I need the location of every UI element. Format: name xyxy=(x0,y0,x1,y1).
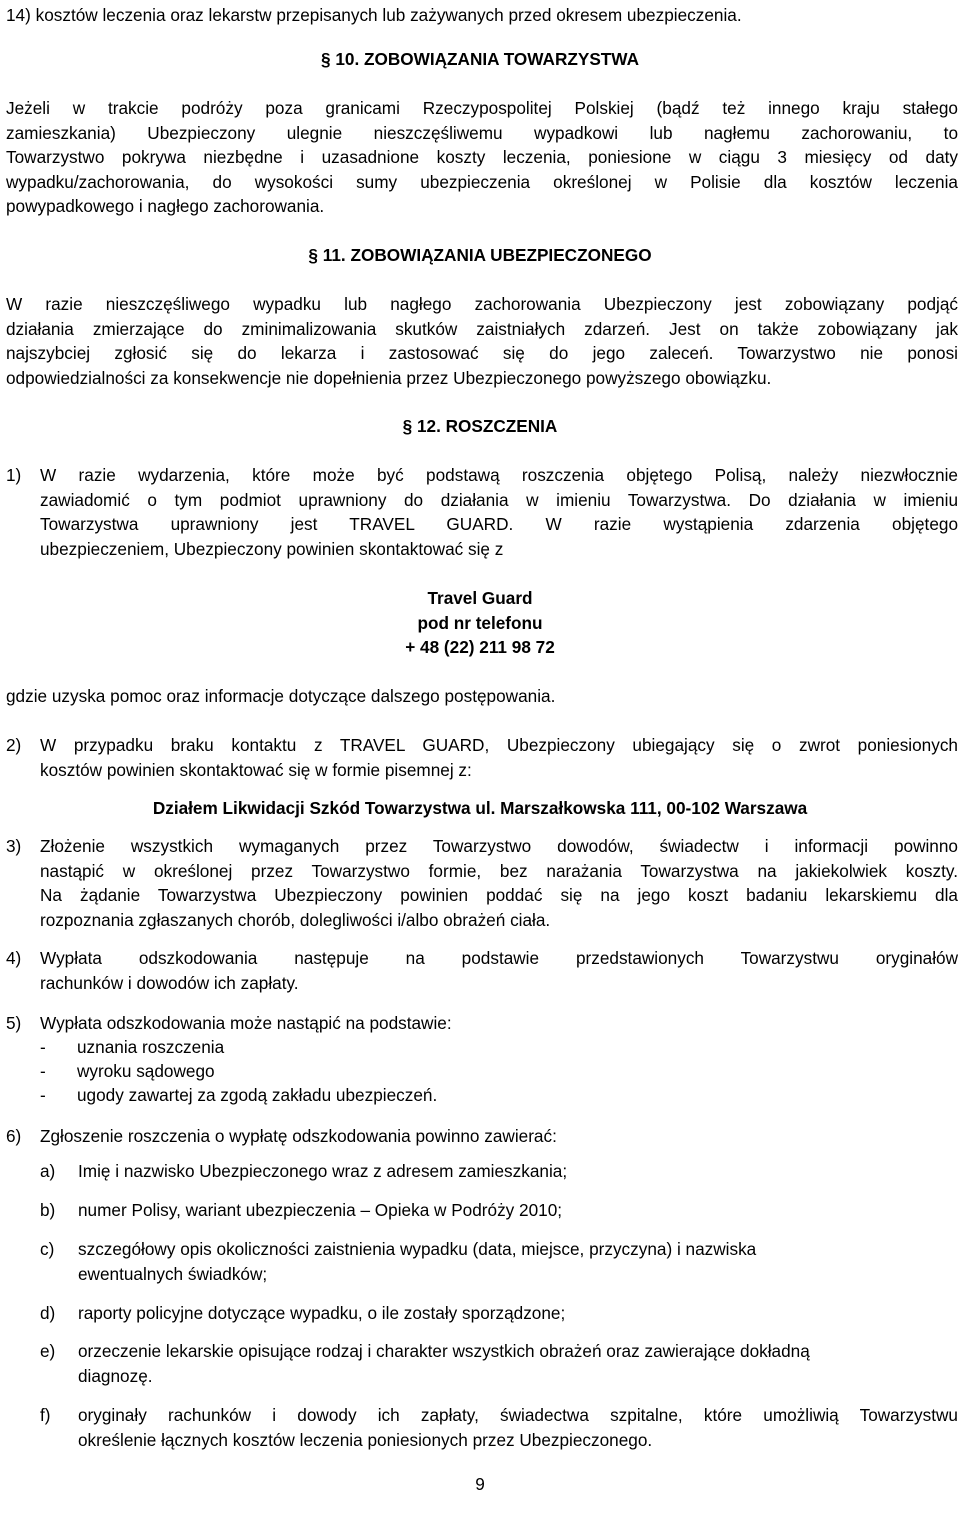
item-2-number: 2) xyxy=(6,735,22,755)
claims-department-address: Działem Likwidacji Szkód Towarzystwa ul. Marszałkowska 111, 00-102 Warszawa xyxy=(152,798,808,818)
body-line: działania zmierzające do zminimalizowania skutków zaistniałych zdarzeń. Jest on także zobowiązany jak xyxy=(6,318,958,339)
section-10-body xyxy=(6,96,958,219)
body-line: szczegółowy opis okoliczności zaistnienia wypadku (data, miejsce, przyczyna) i nazwiska xyxy=(78,1239,757,1259)
section-10-heading: § 10. ZOBOWIĄZANIA TOWARZYSTWA xyxy=(321,49,639,69)
subitem-label: f) xyxy=(40,1405,51,1425)
body-line: najszybciej zgłosić się do lekarza i zastosować się do jego zaleceń. Towarzystwo nie ponosi xyxy=(6,343,958,364)
body-line: powypadkowego i nagłego zachorowania. xyxy=(6,196,325,217)
dash-marker: - xyxy=(40,1085,46,1105)
dash-item: uznania roszczenia xyxy=(77,1037,225,1057)
body-line: Imię i nazwisko Ubezpieczonego wraz z adresem zamieszkania; xyxy=(78,1161,568,1181)
body-line: Towarzystwo pokrywa niezbędne i uzasadnione koszty leczenia, poniesione w ciągu 3 miesięcy od daty xyxy=(6,147,958,168)
section-12-heading: § 12. ROSZCZENIA xyxy=(402,416,558,436)
subitem-label: a) xyxy=(40,1161,56,1181)
section-11-body xyxy=(6,292,958,390)
body-line: W razie nieszczęśliwego wypadku lub nagłego zachorowania Ubezpieczony jest zobowiązany podjąć xyxy=(6,294,958,314)
body-line: W przypadku braku kontaktu z TRAVEL GUARD, Ubezpieczony ubiegający się o zwrot poniesionych xyxy=(40,735,958,755)
body-line: rozpoznania zgłaszanych chorób, dolegliwości i/albo obrażeń ciała. xyxy=(40,909,551,930)
body-line: nastąpić w określonej przez Towarzystwo formie, bez narażania Towarzystwa na jakiekolwiek koszty. xyxy=(40,860,958,881)
subitem-text xyxy=(78,1198,958,1223)
subitem-label: d) xyxy=(40,1303,56,1323)
item-3-text xyxy=(40,834,958,932)
body-line: rachunków i dowodów ich zapłaty. xyxy=(40,972,299,993)
dash-item: wyroku sądowego xyxy=(77,1061,215,1081)
page-number: 9 xyxy=(475,1474,485,1494)
item-1-number: 1) xyxy=(6,465,22,485)
subitem-text xyxy=(78,1339,958,1388)
body-line: zawiadomić o tym podmiot uprawniony do działania w imieniu Towarzystwa. Do działania w imieniu xyxy=(40,489,958,510)
item-5-intro: Wypłata odszkodowania może nastąpić na podstawie: xyxy=(40,1013,452,1033)
body-line: oryginały rachunków i dowody ich zapłaty, świadectwa szpitalne, które umożliwią Towarzystwu xyxy=(78,1405,958,1425)
item-4-text xyxy=(40,946,958,995)
item-14-line: 14) kosztów leczenia oraz lekarstw przepisanych lub zażywanych przed okresem ubezpieczenia. xyxy=(6,5,742,25)
subitem-text xyxy=(78,1301,958,1326)
dash-item: ugody zawartej za zgodą zakładu ubezpieczeń. xyxy=(77,1085,438,1105)
item-3-number: 3) xyxy=(6,836,22,856)
body-line: raporty policyjne dotyczące wypadku, o ile zostały sporządzone; xyxy=(78,1303,566,1323)
body-line: diagnozę. xyxy=(78,1365,153,1386)
contact-name: Travel Guard xyxy=(427,588,533,608)
subitem-text xyxy=(78,1403,958,1452)
body-line: zamieszkania) Ubezpieczony ulegnie nieszczęśliwemu wypadkowi lub nagłemu zachorowaniu, to xyxy=(6,122,958,143)
body-line: Na żądanie Towarzystwa Ubezpieczony powinien poddać się na jego koszt badaniu lekarskiemu dla xyxy=(40,885,958,906)
subitem-label: c) xyxy=(40,1239,55,1259)
item-2-text xyxy=(40,733,958,782)
body-line: numer Polisy, wariant ubezpieczenia – Opieka w Podróży 2010; xyxy=(78,1200,563,1220)
body-line: określenie łącznych kosztów leczenia poniesionych przez Ubezpieczonego. xyxy=(78,1429,653,1450)
body-line: odpowiedzialności za konsekwencje nie dopełnienia przez Ubezpieczonego powyższego obowiązku. xyxy=(6,367,772,388)
section-11-heading: § 11. ZOBOWIĄZANIA UBEZPIECZONEGO xyxy=(308,245,652,265)
dash-marker: - xyxy=(40,1061,46,1081)
subitem-text xyxy=(78,1237,958,1286)
dash-marker: - xyxy=(40,1037,46,1057)
body-line: Jeżeli w trakcie podróży poza granicami Rzeczypospolitej Polskiej (bądź też innego kraju stałego xyxy=(6,98,958,118)
subitem-text xyxy=(78,1159,958,1184)
body-line: kosztów powinien skontaktować się w formie pisemnej z: xyxy=(40,759,472,780)
after-contact-text: gdzie uzyska pomoc oraz informacje dotyczące dalszego postępowania. xyxy=(6,686,556,706)
subitem-label: b) xyxy=(40,1200,56,1220)
subitem-label: e) xyxy=(40,1341,56,1361)
body-line: Wypłata odszkodowania następuje na podstawie przedstawionych Towarzystwu oryginałów xyxy=(40,948,958,968)
body-line: W razie wydarzenia, które może być podstawą roszczenia objętego Polisą, należy niezwłocznie xyxy=(40,465,958,485)
body-line: Złożenie wszystkich wymaganych przez Towarzystwo dowodów, świadectw i informacji powinno xyxy=(40,836,958,856)
body-line: wypadku/zachorowania, do wysokości sumy ubezpieczenia określonej w Polisie dla kosztów leczenia xyxy=(6,171,958,192)
contact-phone: + 48 (22) 211 98 72 xyxy=(405,637,555,657)
item-1-text xyxy=(40,463,958,561)
body-line: ewentualnych świadków; xyxy=(78,1263,268,1284)
body-line: ubezpieczeniem, Ubezpieczony powinien skontaktować się z xyxy=(40,538,504,559)
item-5-number: 5) xyxy=(6,1013,22,1033)
body-line: Towarzystwa uprawniony jest TRAVEL GUARD. W razie wystąpienia zdarzenia objętego xyxy=(40,514,958,535)
item-6-intro: Zgłoszenie roszczenia o wypłatę odszkodowania powinno zawierać: xyxy=(40,1126,557,1146)
body-line: orzeczenie lekarskie opisujące rodzaj i charakter wszystkich obrażeń oraz zawierające dokładną xyxy=(78,1341,810,1361)
item-6-number: 6) xyxy=(6,1126,22,1146)
item-4-number: 4) xyxy=(6,948,22,968)
contact-phone-label: pod nr telefonu xyxy=(417,613,543,633)
